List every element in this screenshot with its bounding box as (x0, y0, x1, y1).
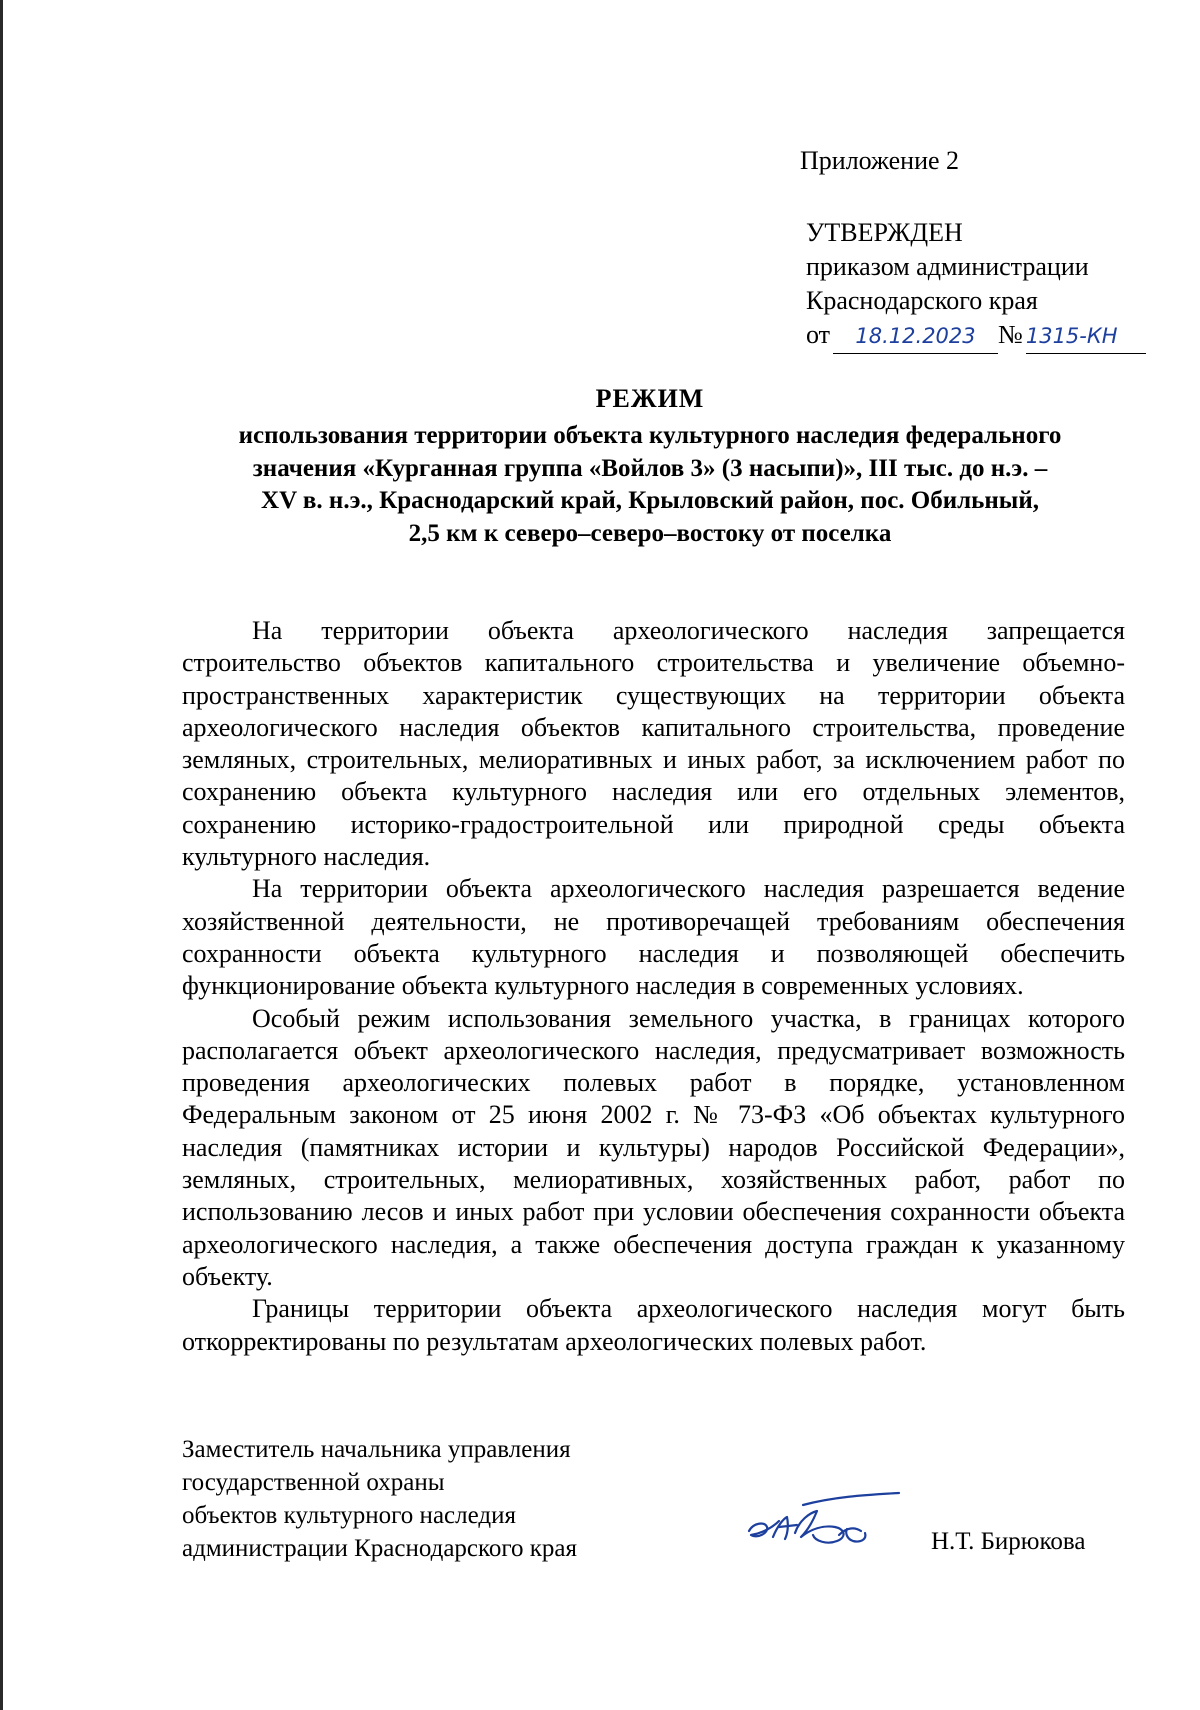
order-number: 1315-КН (1026, 319, 1146, 354)
document-title: РЕЖИМ (595, 384, 705, 413)
approved-by-line-1: приказом администрации (806, 252, 1089, 281)
body-paragraph: На территории объекта археологического наследия запрещается строительство объектов капитального строительства и увеличение объемно-пространственных характеристик существующих на территории объекта археологического наследия объектов капитального строительства, проведение земляных, строительных, мелиоративных и иных работ, за исключением работ по сохранению объекта культурного наследия или его отдельных элементов, сохранению историко-градостроительной или природной среды объекта культурного наследия. (182, 616, 1125, 872)
document-subtitle (160, 420, 1140, 550)
subtitle-line: значения «Курганная группа «Войлов 3» (3 насыпи)», III тыс. до н.э. – (252, 454, 1048, 482)
body-paragraph: Границы территории объекта археологического наследия могут быть откорректированы по результатам археологических полевых работ. (182, 1294, 1125, 1356)
scan-edge (0, 0, 3, 1710)
number-label: № (998, 320, 1023, 349)
approved-heading: УТВЕРЖДЕН (806, 218, 963, 247)
signer-position (182, 1433, 577, 1565)
subtitle-line: XV в. н.э., Краснодарский край, Крыловский район, пос. Обильный, (261, 487, 1039, 514)
subtitle-line: 2,5 км к северо–северо–востоку от поселка (408, 519, 892, 547)
position-line: Заместитель начальника управления (182, 1436, 571, 1463)
position-line: администрации Краснодарского края (182, 1535, 578, 1562)
order-date-number-line (806, 318, 1146, 354)
position-line: государственной охраны (182, 1469, 445, 1496)
document-body (182, 615, 1125, 1358)
position-line: объектов культурного наследия (182, 1502, 516, 1529)
body-paragraph: Особый режим использования земельного участка, в границах которого располагается объект археологического наследия, предусматривает возможность проведения археологических полевых работ в порядке, установленном Федеральным законом от 25 июня 2002 г. № 73-ФЗ «Об объектах культурного наследия (памятниках истории и культуры) народов Российской Федерации», земляных, строительных, мелиоративных, хозяйственных работ, работ по использованию лесов и иных работ при условии обеспечения сохранности объекта археологического наследия, а также обеспечения доступа граждан к указанному объекту. (182, 1003, 1125, 1291)
order-date: 18.12.2023 (833, 319, 998, 354)
body-paragraph: На территории объекта археологического наследия разрешается ведение хозяйственной деятельности, не противоречащей требованиям обеспечения сохранности объекта культурного наследия и позволяющей обеспечить функционирование объекта культурного наследия в современных условиях. (182, 874, 1125, 1001)
signer-name: Н.Т. Бирюкова (931, 1528, 1086, 1555)
appendix-label: Приложение 2 (800, 146, 960, 175)
approval-block (806, 216, 1146, 354)
from-label: от (806, 320, 831, 349)
handwritten-signature-icon (743, 1487, 913, 1547)
subtitle-line: использования территории объекта культурного наследия федерального (238, 422, 1062, 449)
approved-by-line-2: Краснодарского края (806, 286, 1038, 315)
